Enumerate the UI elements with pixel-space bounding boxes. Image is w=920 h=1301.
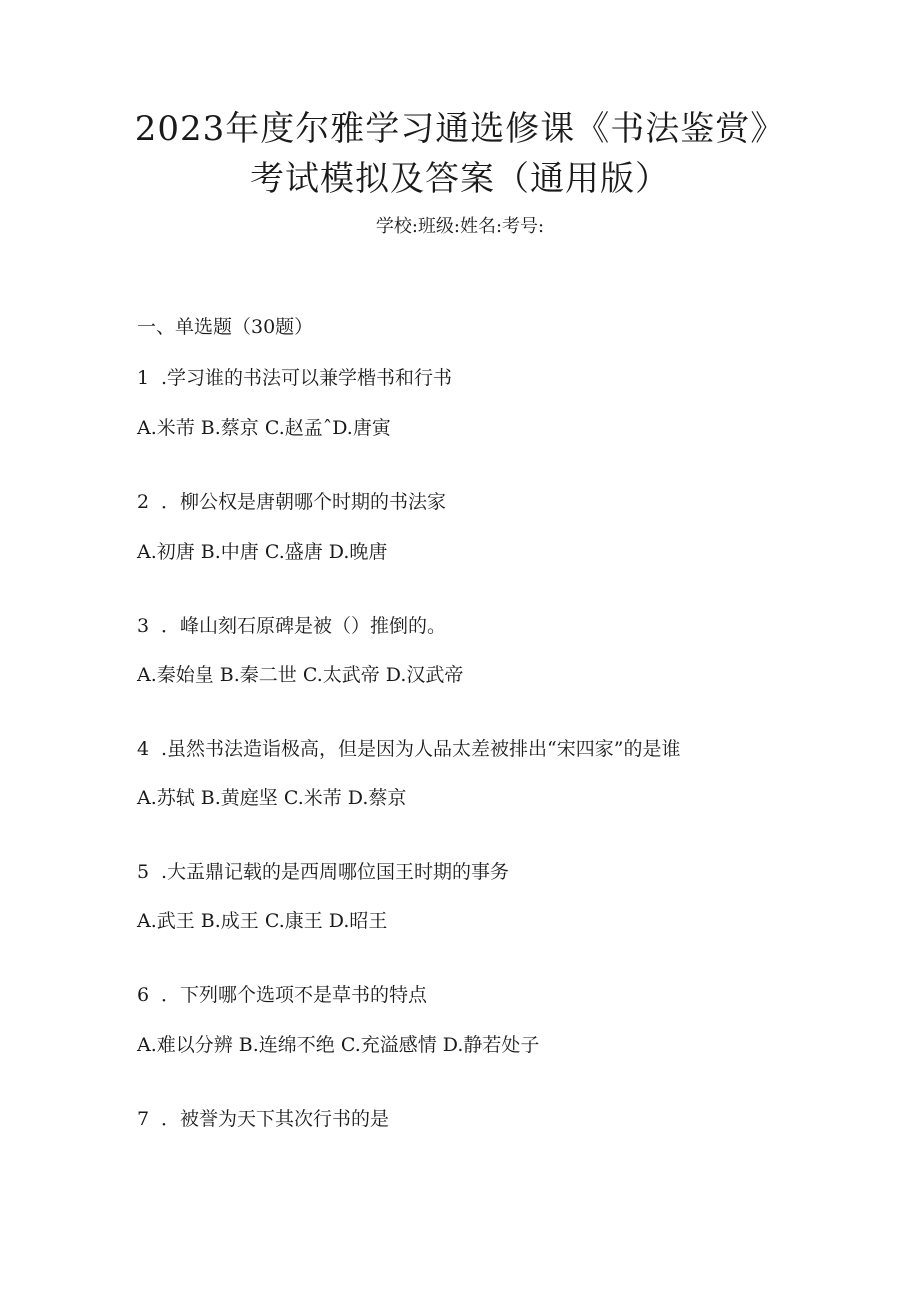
student-info-line: 学校:班级:姓名:考号: xyxy=(375,216,545,237)
question-number: 2 xyxy=(137,491,150,513)
document-title-line-2: 考试模拟及答案（通用版） xyxy=(250,159,670,199)
question-number: 3 xyxy=(137,615,150,637)
question-6-options: A.难以分辨 B.连绵不绝 C.充溢感情 D.静若处子 xyxy=(137,1034,540,1056)
question-3 xyxy=(137,617,446,636)
document-title-line-1: 2023年度尔雅学习通选修课《书法鉴赏》 xyxy=(134,109,786,149)
question-2 xyxy=(137,493,446,512)
question-1-options: A.米芾 B.蔡京 C.赵孟ˆD.唐寅 xyxy=(137,417,391,439)
question-3-options: A.秦始皇 B.秦二世 C.太武帝 D.汉武帝 xyxy=(137,664,464,686)
question-text: ．峰山刻石原碑是被（）推倒的。 xyxy=(161,615,447,637)
question-1 xyxy=(137,369,452,388)
question-text: ．柳公权是唐朝哪个时期的书法家 xyxy=(161,491,447,513)
question-number: 4 xyxy=(137,738,150,760)
question-4 xyxy=(137,740,680,759)
question-text: ．下列哪个选项不是草书的特点 xyxy=(161,984,428,1006)
question-4-options: A.苏轼 B.黄庭坚 C.米芾 D.蔡京 xyxy=(137,787,407,809)
question-text: .大盂鼎记载的是西周哪位国王时期的事务 xyxy=(161,861,510,883)
question-5-options: A.武王 B.成王 C.康王 D.昭王 xyxy=(137,910,388,932)
question-5 xyxy=(137,863,509,882)
question-number: 5 xyxy=(137,861,150,883)
question-text: ．被誉为天下其次行书的是 xyxy=(161,1108,390,1130)
section-heading: 一、单选题（30题） xyxy=(137,316,314,338)
question-7 xyxy=(137,1110,389,1129)
question-text: .虽然书法造诣极高，但是因为人品太差被排出“宋四家”的是谁 xyxy=(161,738,681,760)
question-number: 6 xyxy=(137,984,150,1006)
question-number: 7 xyxy=(137,1108,150,1130)
question-text: .学习谁的书法可以兼学楷书和行书 xyxy=(161,367,453,389)
question-number: 1 xyxy=(137,367,150,389)
question-2-options: A.初唐 B.中唐 C.盛唐 D.晚唐 xyxy=(137,541,388,563)
question-6 xyxy=(137,986,427,1005)
